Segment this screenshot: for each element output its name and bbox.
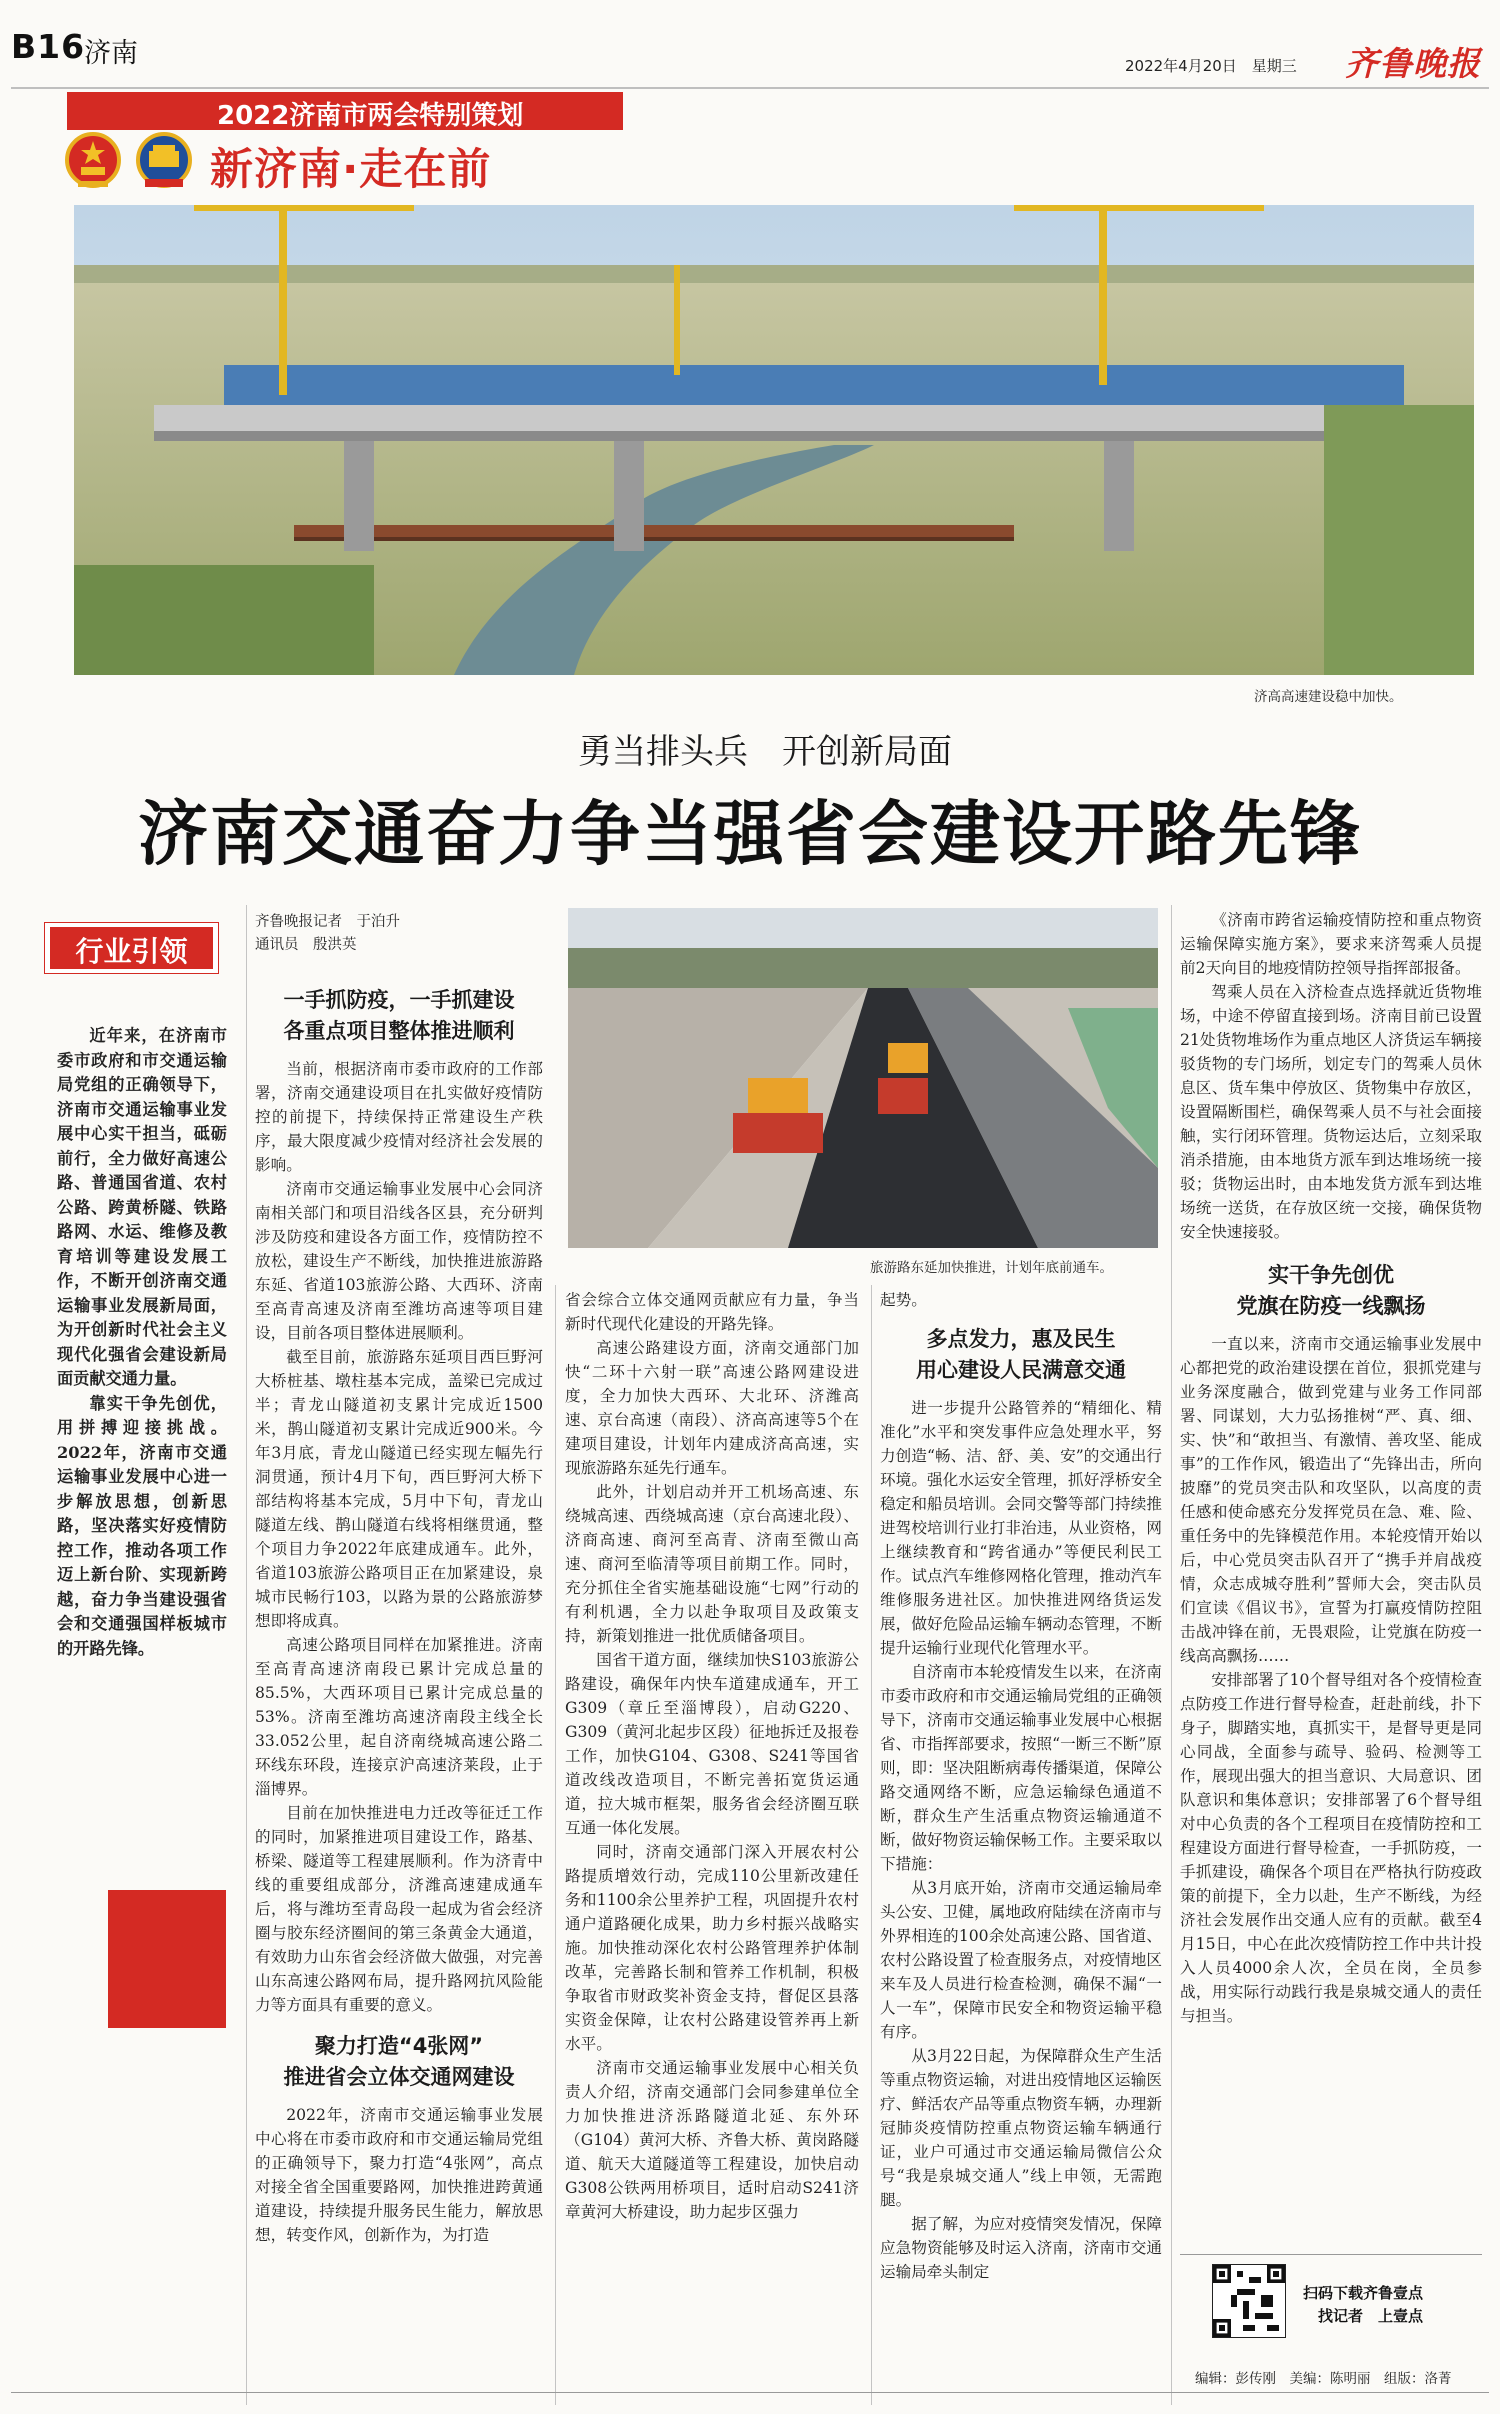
col2-paragraph: 2022年，济南市交通运输事业发展中心将在市委市政府和市交通运输局党组的正确领导下，聚力打造“4张网”，高点对接全省全国重要路网，加快推进跨黄通道建设，持续提升服务民生能力，解放思想，转变作风，创新作为，为打造 <box>255 2106 543 2244</box>
special-banner-text: 2022济南市两会特别策划 <box>217 101 524 131</box>
column-rule-4 <box>1171 905 1172 2405</box>
page-code: B16 <box>11 27 86 66</box>
col2-paragraph: 截至目前，旅游路东延项目西巨野河大桥桩基、墩柱基本完成，盖梁已完成过半；青龙山隧道初支累计完成近1500米，鹊山隧道初支累计完成近900米。今年3月底，青龙山隧道已经实现左幅先行洞贯通，预计4月下旬，西巨野河大桥下部结构将基本完成，5月中下旬，青龙山隧道左线、鹊山隧道右线将相继贯通，整个项目力争2022年底建成通车。此外，省道103旅游公路项目正在加紧建设，泉城市民畅行103，以路为景的公路旅游梦想即将成真。 <box>255 1348 543 1630</box>
section-name: 济南 <box>84 38 138 69</box>
col3-paragraph: 高速公路建设方面，济南交通部门加快“二环十六射一联”高速公路网建设进度，全力加快大西环、大北环、济潍高速、京台高速（南段）、济高高速等5个在建项目建设，计划年内建成济高高速，实现旅游路东延先行通车。 <box>565 1339 859 1477</box>
col2-paragraph: 济南市交通运输事业发展中心会同济南相关部门和项目沿线各区县，充分研判涉及防疫和建设各方面工作，疫情防控不放松，建设生产不断线，加快推进旅游路东延、省道103旅游公路、大西环、济南至高青高速及济南至潍坊高速等项目建设，目前各项目整体进展顺利。 <box>255 1180 543 1342</box>
column-rule-3 <box>871 1285 872 2405</box>
col2-heading: 一手抓防疫，一手抓建设 各重点项目整体推进顺利 <box>283 988 515 1043</box>
col4-paragraph: 进一步提升公路管养的“精细化、精准化”水平和突发事件应急处理水平，努力创造“畅、洁、舒、美、安”的交通出行环境。强化水运安全管理，抓好浮桥安全稳定和船员培训。会同交警等部门持续推进驾校培训行业打非治违，从业资格，网上继续教育和“跨省通办”等便民利民工作。试点汽车维修网格化管理，推动汽车维修服务进社区。加快推进网络货运发展，做好危险品运输车辆动态管理，不断提升运输行业现代化管理水平。 <box>880 1399 1162 1657</box>
col4-paragraph: 起势。 <box>880 1291 927 1309</box>
col5-paragraph: 《济南市跨省运输疫情防控和重点物资运输保障实施方案》，要求来济驾乘人员提前2天向目的地疫情防控领导指挥部报备。 <box>1180 911 1482 977</box>
col2-heading-2: 聚力打造“4张网” 推进省会立体交通网建设 <box>283 2034 515 2089</box>
section-tag <box>44 922 219 974</box>
col2-paragraph: 当前，根据济南市委市政府的工作部署，济南交通建设项目在扎实做好疫情防控的前提下，持续保持正常建设生产秩序，最大限度减少疫情对经济社会发展的影响。 <box>255 1060 543 1174</box>
column-2 <box>255 985 543 2247</box>
section-tag-text: 行业引领 <box>75 935 188 968</box>
col2-paragraph: 高速公路项目同样在加紧推进。济南至高青高速济南段已累计完成总量的85.5%，大西环项目已累计完成总量的53%。济南至潍坊高速济南段主线全长33.052公里，起自济南绕城高速公路二环线东环段，连接京沪高速济莱段，止于淄博界。 <box>255 1636 543 1798</box>
column-3 <box>565 1288 859 2224</box>
lead-paragraph-2: 靠实干争先创优，用拼搏迎接挑战。2022年，济南市交通运输事业发展中心进一步解放思想，创新思路，坚决落实好疫情防控工作，推动各项工作迈上新台阶、实现新跨越，奋力争当建设强省会和交通强国样板城市的开路先锋。 <box>57 1393 227 1658</box>
party-emblem-icon <box>131 131 197 193</box>
col4-paragraph: 从3月底开始，济南市交通运输局牵头公安、卫健，属地政府陆续在济南市与外界相连的100余处高速公路、国省道、农村公路设置了检查服务点，对疫情地区来车及人员进行检查检测，确保不漏“一人一车”，保障市民安全和物资运输平稳有序。 <box>880 1879 1162 2041</box>
red-corner-marker <box>108 1890 226 2028</box>
headline-title: 济南交通奋力争当强省会建设开路先锋 <box>138 792 1362 875</box>
qr-code-icon[interactable] <box>1212 2264 1286 2338</box>
column-5 <box>1180 908 1482 2028</box>
col4-paragraph: 据了解，为应对疫情突发情况，保障应急物资能够及时运入济南，济南市交通运输局牵头制定 <box>880 2215 1162 2281</box>
col3-paragraph: 同时，济南交通部门深入开展农村公路提质增效行动，完成110公里新改建任务和1100余公里养护工程，巩固提升农村通户道路硬化成果，助力乡村振兴战略实施。加快推动深化农村公路管理养护体制改革，完善路长制和管养工作机制，积极争取省市财政奖补资金支持，督促区县落实资金保障，让农村公路建设管养再上新水平。 <box>565 1843 859 2053</box>
col3-paragraph: 省会综合立体交通网贡献应有力量，争当新时代现代化建设的开路先锋。 <box>565 1291 859 1333</box>
col5-paragraph: 驾乘人员在入济检查点选择就近货物堆场，中途不停留直接到场。济南目前已设置21处货物堆场作为重点地区人济货运车辆接驳货物的专门场所，划定专门的驾乘人员休息区、货车集中停放区、货物集中存放区，设置隔断围栏，确保驾乘人员不与社会面接触，实行闭环管理。货物运达后，立刻采取消杀措施，由本地货方派车到达堆场统一接驳；货物运出时，由本地发货方派车到达堆场统一送货，在存放区统一交接，确保货物安全快速接驳。 <box>1180 983 1482 1241</box>
col5-paragraph: 安排部署了10个督导组对各个疫情检查点防疫工作进行督导检查，赶赴前线，扑下身子，脚踏实地，真抓实干，是督导更是同心同战，全面参与疏导、验码、检测等工作，展现出强大的担当意识、大局意识、团队意识和集体意识；安排部署了6个督导组对中心负责的各个工程项目在疫情防控和工程建设方面进行督导检查，一手抓防疫，一手抓建设，确保各个项目在严格执行防疫政策的前提下，全力以赴，生产不断线，为经济社会发展作出交通人应有的贡献。截至4月15日，中心在此次疫情防控工作中共计投入人员4000余人次，全员在岗，全员参战，用实际行动践行我是泉城交通人的责任与担当。 <box>1180 1671 1482 2025</box>
page-credits: 编辑：彭传刚 美编：陈明丽 组版：洛菁 <box>1195 2371 1452 2387</box>
lead-paragraph-1: 近年来，在济南市委市政府和市交通运输局党组的正确领导下，济南市交通运输事业发展中心实干担当，砥砺前行，全力做好高速公路、普通国省道、农村公路、跨黄桥隧、铁路路网、水运、维修及教育培训等建设发展工作，不断开创济南交通运输事业发展新局面，为开创新时代社会主义现代化强省会建设新局面贡献交通力量。 <box>57 1026 227 1388</box>
col3-paragraph: 济南市交通运输事业发展中心相关负责人介绍，济南交通部门会同参建单位全力加快推进济泺路隧道北延、东外环（G104）黄河大桥、齐鲁大桥、黄岗路隧道、航天大道隧道等工程建设，加快启动G308公铁两用桥项目，适时启动S241济章黄河大桥建设，助力起步区强力 <box>565 2059 859 2221</box>
col5-paragraph: 一直以来，济南市交通运输事业发展中心都把党的政治建设摆在首位，狠抓党建与业务深度融合，做到党建与业务工作同部署、同谋划，大力弘扬推树“严、真、细、实、快”和“敢担当、有激情、善攻坚、能成事”的工作作风，锻造出了“先锋出击，所向披靡”的党员突击队和攻坚队，以高度的责任感和使命感充分发挥党员在急、难、险、重任务中的先锋模范作用。本轮疫情开始以后，中心党员突击队召开了“携手并肩战疫情，众志成城夺胜利”誓师大会，突击队员们宣读《倡议书》，宣誓为打赢疫情防控阻击战冲锋在前，无畏艰险，让党旗在防疫一线高高飘扬…… <box>1180 1335 1482 1665</box>
column-4 <box>880 1288 1162 2284</box>
special-banner <box>67 92 623 130</box>
qr-top-rule <box>1180 2254 1482 2255</box>
qr-text-2: 找记者 上壹点 <box>1318 2307 1424 2325</box>
byline-reporter: 齐鲁晚报记者 于泊升 <box>255 914 400 930</box>
col4-heading: 多点发力，惠及民生 用心建设人民满意交通 <box>916 1327 1126 1382</box>
qr-text-1: 扫码下载齐鲁壹点 <box>1303 2284 1424 2302</box>
col3-paragraph: 此外，计划启动并开工机场高速、东绕城高速、西绕城高速（京台高速北段）、济商高速、商河至高青、济南至微山高速、商河至临清等项目前期工作。同时，充分抓住全省实施基础设施“七网”行动的有利机遇，全力以赴争取项目及政策支持，新策划推进一批优质储备项目。 <box>565 1483 859 1645</box>
headline-kicker: 勇当排头兵 开创新局面 <box>578 732 952 772</box>
col5-heading: 实干争先创优 党旗在防疫一线飘扬 <box>1236 1263 1426 1318</box>
slogan: 新济南·走在前 <box>210 145 492 195</box>
col3-paragraph: 国省干道方面，继续加快S103旅游公路建设，确保年内快车道建成通车，开工G309（章丘至淄博段），启动G220、G309（黄河北起步区段）征地拆迁及报卷工作，加快G104、G308、S241等国省道改线改造项目，不断完善拓宽货运通道，拉大城市框架，服务省会经济圈互联互通一体化发展。 <box>565 1651 859 1837</box>
national-emblem-icon <box>64 131 122 191</box>
issue-date: 2022年4月20日 星期三 <box>1125 57 1297 75</box>
col2-paragraph: 目前在加快推进电力迁改等征迁工作的同时，加紧推进项目建设工作，路基、桥梁、隧道等工程建展顺利。作为济青中线的重要组成部分，济潍高速建成通车后，将与潍坊至青岛段一起成为省会经济圈与胶东经济圈间的第三条黄金大通道，有效助力山东省会经济做大做强，对完善山东高速公路网布局，提升路网抗风险能力等方面具有重要的意义。 <box>255 1804 543 2014</box>
byline-correspondent: 通讯员 殷洪英 <box>255 937 357 953</box>
top-photo <box>74 205 1474 675</box>
col4-paragraph: 自济南市本轮疫情发生以来，在济南市委市政府和市交通运输局党组的正确领导下，济南市交通运输事业发展中心根据省、市指挥部要求，按照“一断三不断”原则，即：坚决阻断病毒传播渠道，保障公路交通网络不断，应急运输绿色通道不断，群众生产生活重点物资运输通道不断，做好物资运输保畅工作。主要采取以下措施： <box>880 1663 1162 1873</box>
column-rule-1 <box>246 905 247 2405</box>
footer-rule <box>11 2392 1489 2393</box>
lead-text <box>57 1024 227 1661</box>
header-rule <box>11 87 1489 89</box>
top-photo-caption: 济高高速建设稳中加快。 <box>1254 689 1403 705</box>
middle-photo-caption: 旅游路东延加快推进，计划年底前通车。 <box>870 1260 1113 1276</box>
middle-photo <box>568 908 1158 1248</box>
column-rule-2 <box>555 1285 556 2405</box>
col4-paragraph: 从3月22日起，为保障群众生产生活等重点物资运输，对进出疫情地区运输医疗、鲜活农产品等重点物资车辆，办理新冠肺炎疫情防控重点物资运输车辆通行证，业户可通过市交通运输局微信公众号“我是泉城交通人”线上申领，无需跑腿。 <box>880 2047 1162 2209</box>
masthead-logo: 齐鲁晚报 <box>1345 44 1481 83</box>
